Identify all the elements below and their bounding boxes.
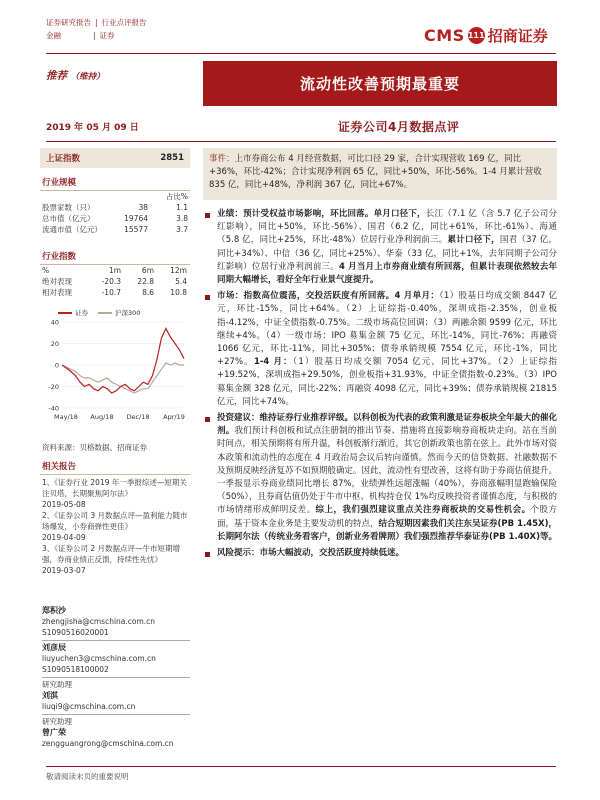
rating-sub: （维持）	[70, 72, 105, 82]
col-header: 1m	[108, 266, 121, 275]
chart-legend	[58, 308, 140, 317]
analyst-email[interactable]: liuqi9@cmschina.com.cn	[42, 702, 136, 711]
row-value: 38	[138, 203, 148, 212]
scale-header-row	[42, 191, 188, 202]
row-label: 总市值（亿元）	[42, 214, 95, 223]
table-row	[42, 213, 188, 224]
legend-label: 沪深300	[115, 309, 141, 317]
list-item[interactable]	[42, 477, 190, 510]
analyst-name: 刘彦辰	[42, 643, 66, 652]
report-type-label: 行业点评报告	[101, 18, 147, 27]
footer-divider	[46, 766, 556, 767]
row-value: 8.6	[142, 288, 154, 297]
report-category	[46, 16, 147, 42]
bullet-lead: 风险提示：市场大幅波动，交投活跃度持续低迷。	[217, 548, 405, 559]
row-share: 3.7	[176, 225, 188, 234]
analyst-id: S1090518100002	[42, 665, 109, 674]
bullet-earnings	[203, 208, 557, 287]
x-tick-label: Apr/19	[163, 413, 185, 421]
row-value: 19764	[124, 214, 148, 223]
chart-lines	[62, 329, 184, 394]
bullet-lead: 业绩：预计受权益市场影响，环比回落。单月口径下，	[217, 209, 426, 219]
analyst-email[interactable]: zhengjisha@cmschina.com.cn	[42, 617, 156, 626]
bullet-text: 长江（7.1 亿（含 5.7 亿子公司分红影响），同比+50%，环比-56%）、国君（6.2 亿，同比+61%，环比-61%）、海通（5.8 亿，同比+25%，环比-48%）位居行业净利润前三。	[217, 209, 557, 246]
table-row	[42, 224, 188, 235]
analyst-name: 曾广荣	[42, 728, 66, 737]
bullet-text: 个股方面，基于资本金业务是主要发动机的特点，	[217, 505, 557, 529]
bullet-risk	[203, 547, 557, 560]
row-value: 5.4	[175, 277, 187, 286]
rating	[46, 68, 105, 83]
row-value: -10.7	[101, 288, 121, 297]
bullet-text: （1）股基日均成交额 8447 亿元，环比-15%，同比+64%。（2）上证综指-0.40%，深圳成指-2.35%，创业板指-4.12%，中证全债指数-0.75%。二级市场高位回调；（3）两融余额 9599 亿元，环比继续+4%。（4）一级市场：IPO 募集金额 75 亿元，环比-14%，同比-76%；再融资 1066 亿元，环比-11%，同比+305%；债券承销规模 7554 亿元，环比-1%，同比+27%。	[217, 291, 557, 368]
y-tick-label: 0	[54, 361, 59, 370]
x-tick-label: Dec/18	[126, 413, 150, 421]
scale-heading: 行业规模	[40, 174, 190, 191]
chart-source: 资料来源：贝格数据、招商证券	[42, 443, 147, 452]
chart-x-ticks	[54, 413, 185, 421]
list-item[interactable]	[42, 510, 190, 543]
legend-item-hs300	[98, 308, 140, 317]
bullet-lead: 市场：指数高位震荡，交投活跃度有所回落。4 月单月：	[217, 291, 440, 302]
bullet-market	[203, 290, 557, 409]
index-value: 2851	[160, 153, 184, 163]
row-value: 22.8	[137, 277, 154, 286]
series-line	[62, 363, 184, 393]
analyst-card	[42, 642, 190, 675]
row-label: 流通市值（亿元）	[42, 225, 102, 234]
subsector-label: 证券	[99, 31, 115, 40]
report-date: 2019-04-09	[42, 533, 86, 542]
bullet-text: （1）股基日均成交额 7054 亿元，同比+37%。（2）上证综指+19.52%，深圳成指+29.50%，创业板指+31.93%，中证全债指数-0.23%。（3）IPO 募集金额 328 亿元，同比-22%；再融资 4098 亿元，同比+39%；债券承销规模 21815 亿元，同比+74%。	[217, 357, 557, 407]
bullet-text: 我们预计科创板和试点注册制的推出节奏、措施将直接影响券商板块走向。站在当前时间点，相关预期将有所升温，科创板渐行渐近，其它创新政策也箭在弦上。此外市场对资本政策和流动性的态度在 4 月政治局会议后转向谨慎。然而今天的信贷数据、社融数据不及预期反映经济复苏不如预期般确定。因此，流动性有望改善，这将有助于券商估值提升。一季报显示券商业绩同比增长 87%，业绩弹性远超涨幅（40%），券商涨幅明显跑输保险（50%），且券商估值仍处于牛市中枢、机构持仓仅 1%均反映投资者谨慎态度，与积极的市场情绪形成鲜明反差。	[217, 426, 558, 516]
bullet-lead: 投资建议：维持证券行业推荐评级。以科创板为代表的政策利激是证券板块全年最大的催化剂。	[217, 413, 558, 437]
separator: |	[95, 18, 98, 27]
col-header: 6m	[141, 266, 154, 275]
analyst-card	[42, 605, 190, 638]
analyst-name: 郑积沙	[42, 606, 66, 615]
y-tick-label: 40	[50, 318, 59, 327]
row-label: 相对表现	[42, 288, 72, 297]
y-tick-label: 20	[50, 340, 59, 348]
y-tick-label: -40	[48, 404, 59, 413]
logo-cms: CMS	[424, 26, 465, 45]
table-row	[42, 276, 188, 287]
analyst-list	[42, 605, 190, 749]
report-link[interactable]: 3、《证券公司 2 月数据点评—牛市短期增强，券商业绩正反馈，持续性先忧》	[42, 544, 181, 564]
separator: |	[93, 31, 96, 40]
scale-table	[42, 191, 188, 235]
x-tick-label: Aug/18	[90, 413, 114, 421]
list-item[interactable]	[42, 543, 190, 576]
key-points	[203, 208, 557, 563]
perf-table	[42, 265, 188, 298]
chart-y-ticks	[48, 319, 59, 413]
analyst-role: 研究助理	[42, 717, 72, 726]
rating-main: 推荐	[46, 70, 67, 82]
series-line	[62, 329, 184, 394]
bullet-investment	[203, 412, 557, 544]
sector-label: 金融	[46, 31, 61, 40]
y-tick-label: -20	[48, 383, 59, 391]
row-label: 股票家数（只）	[42, 203, 95, 212]
table-row	[42, 287, 188, 298]
report-link[interactable]: 2、《证券公司 3 月数据点评—盈利能力随市场爆发，小券商弹性更佳》	[42, 511, 188, 531]
related-reports-list	[42, 477, 190, 576]
analyst-name: 刘淇	[42, 691, 58, 700]
bullet-emphasis: 4 月当月上市券商业绩有所回落，但累计表现依然较去年同期大幅增长，看好全年行业景气度提升。	[217, 261, 557, 286]
table-row	[42, 202, 188, 213]
report-date: 2019-05-08	[42, 500, 86, 509]
report-date: 2019-03-07	[42, 566, 86, 575]
report-date: 2019 年 05 月 09 日	[46, 123, 139, 133]
row-value: -20.3	[101, 277, 121, 286]
analyst-email[interactable]: liuyuchen3@cmschina.com.cn	[42, 654, 156, 663]
row-label: 绝对表现	[42, 277, 72, 286]
bullet-emphasis: 累计口径下，	[447, 235, 500, 246]
bullet-emphasis: 1-4 月：	[253, 357, 293, 368]
logo-chinese: 招商证券	[487, 27, 548, 45]
summary-text: 上市券商公布 4 月经营数据，可比口径 29 家，合计实现营收 169 亿，同比+36%，环比-42%；合计实现净利润 65 亿，同比+50%，环比-56%。1-4 月累计营收 835 亿，同比+48%，净利润 367 亿，同比+67%。	[209, 154, 542, 190]
col-header: 12m	[170, 266, 187, 275]
perf-heading: 行业指数	[40, 248, 190, 265]
row-share: 1.1	[176, 203, 188, 212]
analyst-card	[42, 679, 190, 712]
logo-seal-icon: 111	[468, 27, 485, 44]
index-label: 上证指数	[46, 154, 81, 164]
bullet-text: 国君（37 亿，同比+34%）、中信（36 亿，同比+25%）、华泰（33 亿，同比+1%，去年同期子公司分红影响）位居行业净利润前三。	[217, 235, 557, 272]
company-logo	[424, 25, 548, 46]
analyst-card	[42, 716, 190, 749]
x-tick-label: May/18	[54, 413, 78, 421]
header-divider	[46, 53, 556, 54]
related-heading: 相关报告	[40, 458, 190, 475]
row-value: 10.8	[170, 288, 187, 297]
event-summary	[203, 148, 557, 200]
category-label: 证券研究报告	[46, 18, 91, 27]
analyst-role: 研究助理	[42, 680, 72, 689]
report-link[interactable]: 1、《证券行业 2019 年一季报综述—短期关注贝塔，长期聚焦阿尔法》	[42, 478, 187, 498]
summary-label: 事件：	[209, 154, 235, 164]
footer-disclaimer[interactable]: 敬请阅读末页的重要说明	[46, 772, 129, 781]
report-title: 流动性改善预期最重要	[203, 61, 557, 106]
index-box	[40, 148, 190, 168]
row-value: 15577	[124, 225, 148, 234]
report-subtitle: 证券公司4月数据点评	[338, 120, 460, 134]
legend-item-securities	[58, 308, 88, 317]
chart-svg	[40, 304, 190, 436]
analyst-email[interactable]: zengguangrong@cmschina.com.cn	[42, 739, 174, 748]
chart-grid	[62, 322, 184, 408]
perf-header-row	[42, 265, 188, 276]
row-share: 3.8	[176, 214, 188, 223]
bullet-emphasis: 结合短期因素我们关注东吴证券(PB 1.45X)，长期阿尔法（传统业务看客户，创新业务看牌照）我们强烈推荐华泰证券(PB 1.40X)等。	[217, 518, 557, 542]
col-header: %	[42, 266, 50, 275]
title-divider	[46, 141, 556, 142]
bullet-emphasis: 综上，我们强烈建议重点关注券商板块的交易性机会。	[315, 505, 531, 516]
analyst-id: S1090516020001	[42, 628, 109, 637]
legend-label: 证券	[75, 309, 88, 317]
scale-col-header: 占比%	[165, 192, 188, 201]
index-chart	[40, 304, 190, 421]
